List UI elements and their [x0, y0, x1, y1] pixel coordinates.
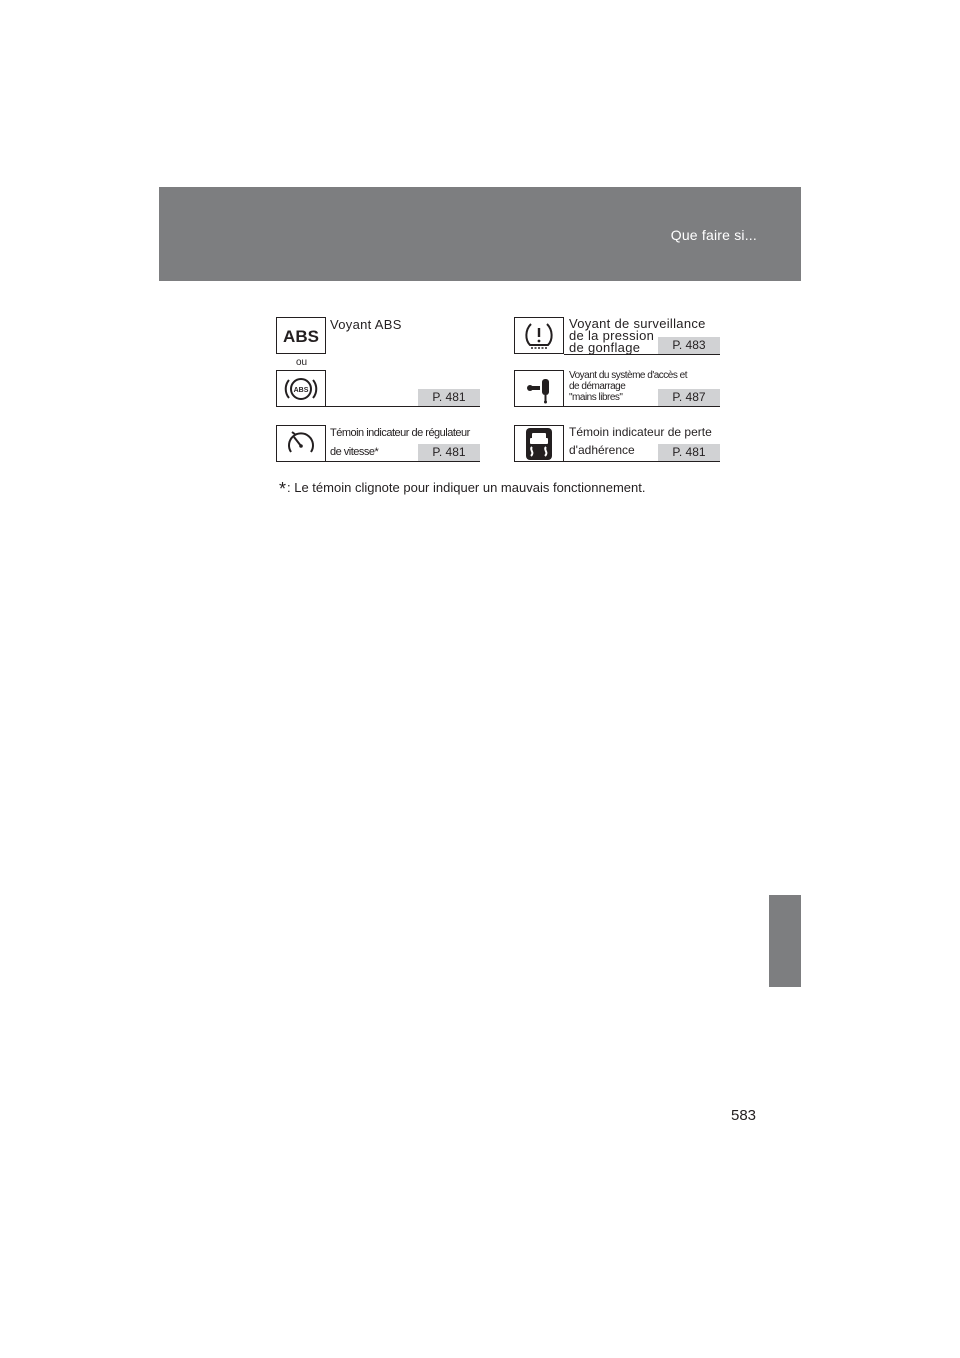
footnote — [279, 479, 645, 500]
header-bar — [159, 187, 801, 281]
abs-label: Voyant ABS — [330, 317, 402, 332]
chapter-tab — [769, 895, 801, 987]
tire-rule — [564, 354, 720, 355]
smartkey-label-line1: Voyant du système d'accès et — [569, 370, 687, 381]
speedometer-icon — [276, 425, 326, 462]
smartkey-page-ref: P. 487 — [658, 389, 720, 406]
cruise-label-line2: de vitesse* — [330, 446, 379, 458]
page-number: 583 — [731, 1107, 757, 1124]
slip-rule — [564, 461, 720, 462]
slip-label-line2: d'adhérence — [569, 443, 635, 457]
smartkey-rule — [564, 406, 720, 407]
abs-page-ref: P. 481 — [418, 389, 480, 406]
abs-rule — [326, 406, 480, 407]
slip-indicator-icon — [514, 425, 564, 462]
slip-label-line1: Témoin indicateur de perte — [569, 425, 712, 439]
footnote-text: : Le témoin clignote pour indiquer un mauvais fonctionnement. — [287, 480, 646, 495]
section-title: Que faire si... — [670, 227, 757, 243]
smartkey-label-line3: "mains libres" — [569, 392, 623, 403]
cruise-label-line1: Témoin indicateur de régulateur — [330, 427, 470, 439]
abs-circle-icon — [276, 370, 326, 407]
footnote-star: * — [279, 479, 287, 499]
smartkey-label-line2: de démarrage — [569, 381, 626, 392]
tire-label-line1: Voyant de surveillance — [569, 316, 706, 331]
cruise-page-ref: P. 481 — [418, 444, 480, 461]
smart-key-icon — [514, 370, 564, 407]
tire-page-ref: P. 483 — [658, 337, 720, 354]
tire-pressure-icon — [514, 317, 564, 354]
tire-label-line3: de gonflage — [569, 340, 641, 355]
tire-label-line2: de la pression — [569, 328, 655, 343]
or-text: ou — [296, 357, 308, 368]
abs-text-icon — [276, 317, 326, 354]
cruise-rule — [326, 461, 480, 462]
svg-text:ABS: ABS — [293, 386, 309, 394]
slip-page-ref: P. 481 — [658, 444, 720, 461]
svg-text:ABS: ABS — [283, 326, 319, 346]
